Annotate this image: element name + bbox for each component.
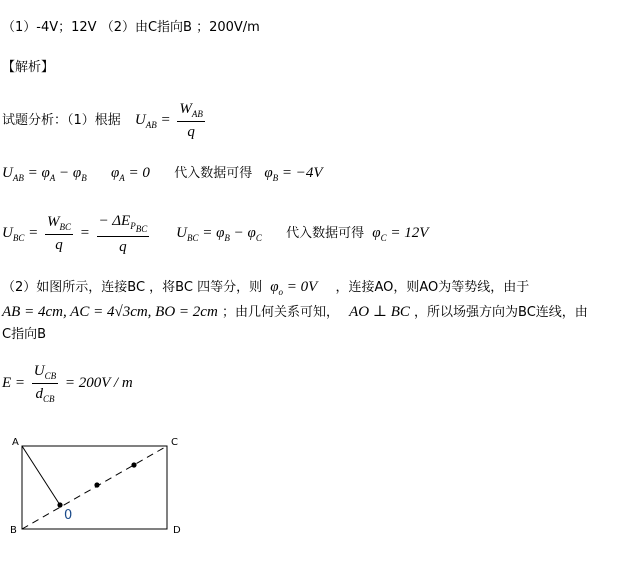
- step1-line: [2, 100, 208, 141]
- step4-line1: （2）如图所示，连接BC ，将BC 四等分，则 $\varphi_o = 0V$ ，连接AO，则AO为等势线，由于: [2, 279, 530, 297]
- step5-line: [2, 362, 133, 405]
- rectangle-figure: [0, 425, 200, 555]
- step4-line2: AB = 4cm, AC = 4√3cm, BO = 2cm ；由几何关系可知， AO ⊥ BC ，所以场强方向为BC连线，由: [2, 304, 588, 320]
- answer-text: （1）-4V；12V （2）由C指向B ；200V/m: [2, 20, 260, 35]
- formula-lengths: AB = 4cm, AC = 4√3cm, BO = 2cm: [2, 304, 218, 320]
- formula-phi-a: $\varphi_A = 0$: [110, 165, 150, 183]
- step2-line: [2, 164, 323, 184]
- formula-phi-c: $\varphi_C = 12V$: [372, 225, 429, 244]
- step1-intro: 试题分析：（1）根据: [2, 112, 121, 128]
- formula-field-strength: E = $\frac{U_{CB}}{d_{CB}}$ = 200V / m: [2, 363, 133, 404]
- formula-ubc-def: $U_{BC}$ = $\frac{W_{BC}}{q}$ = $\frac{- \Delta E_{P_{BC}}}{q}$: [2, 213, 148, 255]
- step3-line: [2, 212, 428, 256]
- label-a: A: [12, 437, 19, 448]
- analysis-heading: 【解析】: [2, 60, 55, 75]
- point-o: [57, 502, 62, 507]
- step4-line3: C指向B: [2, 327, 46, 342]
- label-o: 0: [64, 508, 73, 523]
- step2-substitute: 代入数据可得: [174, 166, 253, 181]
- formula-uab-potential: $U_{AB} = \varphi_A - \varphi_B$: [2, 165, 87, 183]
- segment-ao: [22, 446, 60, 505]
- formula-phi-o: $\varphi_o = 0V$: [270, 279, 318, 297]
- formula-uab-def: $U_{AB}$ = $\frac{W_{AB}}{q}$: [134, 101, 203, 140]
- dashed-segment-bc: [22, 446, 167, 529]
- label-c: C: [171, 437, 178, 448]
- formula-perpendicular: AO ⊥ BC: [349, 304, 410, 320]
- label-b: B: [10, 525, 17, 536]
- point-mid: [94, 482, 99, 487]
- formula-ubc-potential: $U_{BC} = \varphi_B - \varphi_C$: [176, 225, 262, 244]
- point-quarter: [131, 462, 136, 467]
- formula-phi-b: $\varphi_B = -4V$: [264, 165, 323, 183]
- answer-line: [2, 20, 260, 36]
- step3-substitute: 代入数据可得: [286, 226, 365, 242]
- label-d: D: [173, 525, 181, 536]
